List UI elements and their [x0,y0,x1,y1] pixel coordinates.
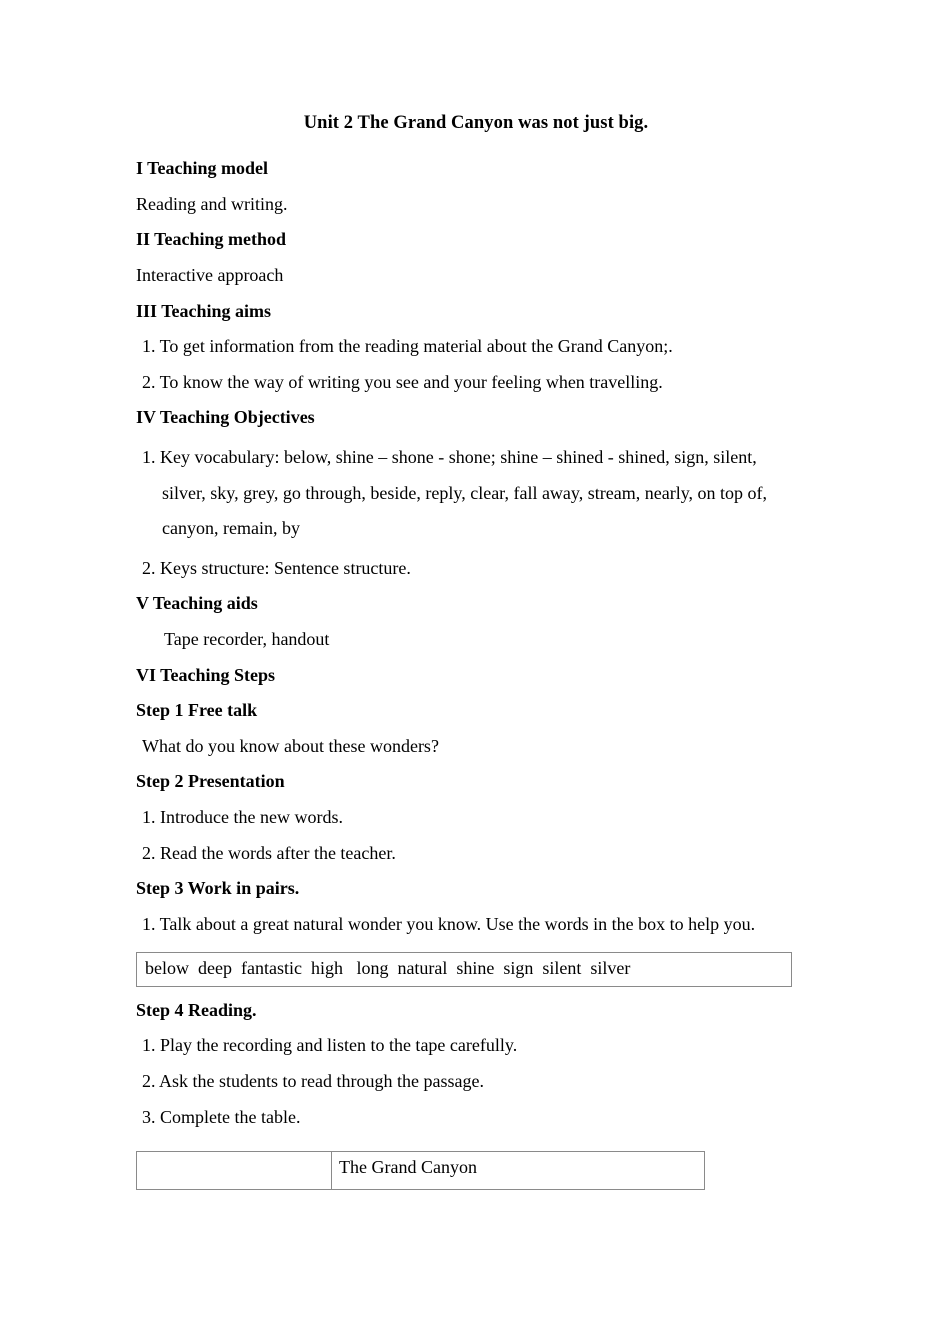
word-bank-box: below deep fantastic high long natural shine sign silent silver [136,952,792,987]
document-body [136,112,816,1190]
table-cell-blank[interactable] [137,1152,332,1190]
key-vocabulary-line-1: 1. Key vocabulary: below, shine – shone - shone; shine – shined - shined, sign, silent, [142,446,757,467]
section-heading-teaching-aims: III Teaching aims [136,300,272,321]
teaching-method-body: Interactive approach [136,264,284,285]
step-1-body: What do you know about these wonders? [142,735,439,756]
step-1-heading: Step 1 Free talk [136,700,258,721]
table-cell-grand-canyon[interactable]: The Grand Canyon [332,1152,705,1190]
step-4-item-3: 3. Complete the table. [142,1106,301,1127]
teaching-aims-item-2: 2. To know the way of writing you see and your feeling when travelling. [142,371,663,392]
step-4-item-2: 2. Ask the students to read through the passage. [142,1071,484,1092]
teaching-aids-body: Tape recorder, handout [164,628,330,649]
section-heading-teaching-method: II Teaching method [136,229,287,250]
step-4-item-1: 1. Play the recording and listen to the tape carefully. [142,1035,518,1056]
step-3-item-1: 1. Talk about a great natural wonder you know. Use the words in the box to help you. [142,913,756,934]
step-4-heading: Step 4 Reading. [136,999,257,1020]
document-title: Unit 2 The Grand Canyon was not just big. [303,113,649,133]
key-vocabulary-line-2: silver, sky, grey, go through, beside, reply, clear, fall away, stream, nearly, on top of, [162,482,768,503]
teaching-aims-item-1: 1. To get information from the reading material about the Grand Canyon;. [142,336,673,357]
section-heading-teaching-model: I Teaching model [136,158,269,179]
section-heading-teaching-steps: VI Teaching Steps [136,664,276,685]
step-2-item-2: 2. Read the words after the teacher. [142,842,396,863]
step-2-item-1: 1. Introduce the new words. [142,806,343,827]
table-row [137,1152,705,1190]
step-3-heading: Step 3 Work in pairs. [136,878,300,899]
key-vocabulary-block [136,436,816,551]
key-vocabulary-line-3: canyon, remain, by [162,518,300,539]
step-2-heading: Step 2 Presentation [136,771,285,792]
teaching-model-body: Reading and writing. [136,193,288,214]
grand-canyon-table [136,1151,705,1190]
section-heading-teaching-objectives: IV Teaching Objectives [136,407,315,428]
teaching-objectives-item-2: 2. Keys structure: Sentence structure. [142,557,411,578]
section-heading-teaching-aids: V Teaching aids [136,593,258,614]
